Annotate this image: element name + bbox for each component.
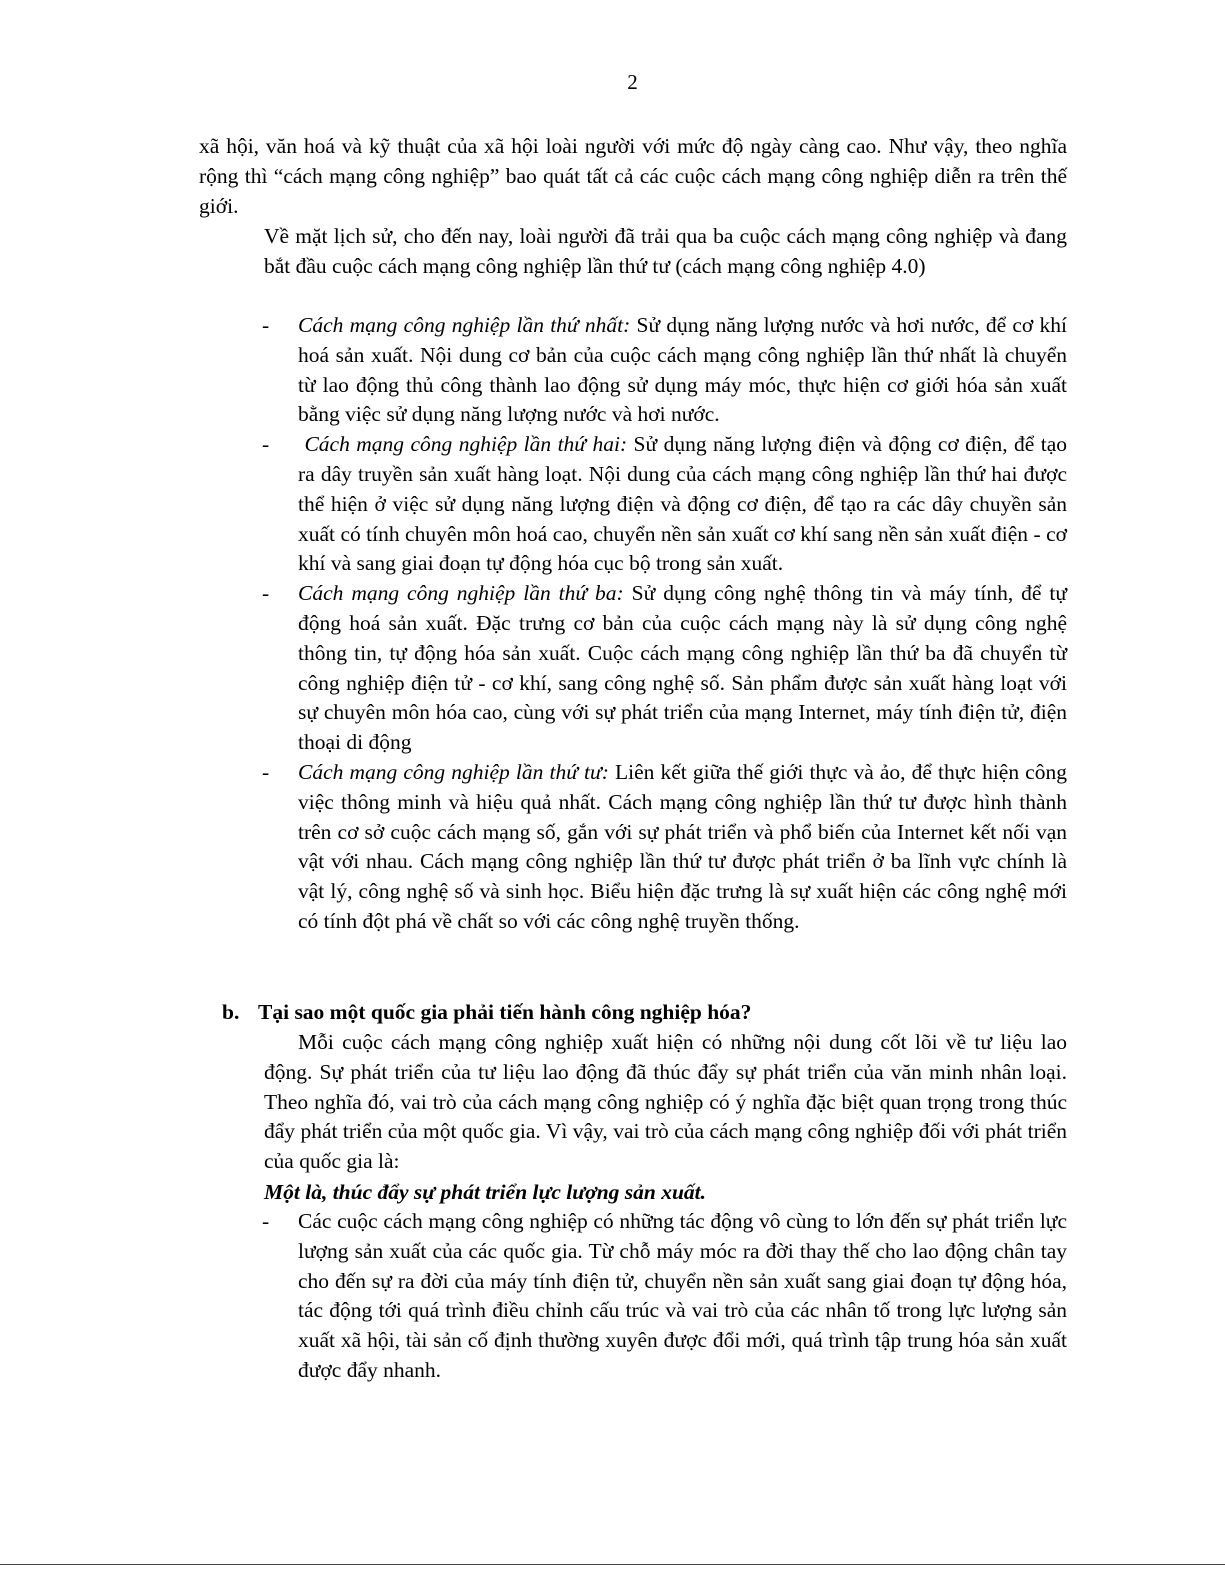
revolution-description: Sử dụng năng lượng nước và hơi nước, để cơ khí hoá sản xuất. Nội dung cơ bản của cuộc cách mạng công nghiệp lần thứ nhất là chuyển từ lao động thủ công thành lao động sử dụng máy móc, thực hiện cơ giới hóa sản xuất bằng việc sử dụng năng lượng nước và hơi nước. — [298, 313, 1067, 427]
page-number: 2 — [627, 70, 638, 94]
list-item-text — [298, 579, 1067, 758]
revolution-title: Cách mạng công nghiệp lần thứ hai: — [298, 432, 628, 457]
revolution-description: Sử dụng năng lượng điện và động cơ điện, để tạo ra dây truyền sản xuất hàng loạt. Nội dung của cách mạng công nghiệp lần thứ hai được thể hiện ở việc sử dụng năng lượng điện và động cơ điện, để tạo ra các dây chuyền sản xuất có tính chuyên môn hoá cao, chuyển nền sản xuất cơ khí sang nền sản xuất điện - cơ khí và sang giai đoạn tự động hóa cục bộ trong sản xuất. — [298, 432, 1068, 576]
bullet-dash: - — [262, 581, 270, 606]
list-item-revolution-4 — [262, 758, 1067, 937]
section-heading-text: Tại sao một quốc gia phải tiến hành công nghiệp hóa? — [258, 1000, 752, 1024]
revolutions-list — [262, 311, 1067, 937]
revolution-title: Cách mạng công nghiệp lần thứ tư: — [298, 759, 609, 784]
revolution-description: Liên kết giữa thế giới thực và ảo, để thực hiện công việc thông minh và hiệu quả nhất. Cách mạng công nghiệp lần thứ tư được hình thành trên cơ sở cuộc cách mạng số, gắn với sự phát triển và phổ biến của Internet kết nối vạn vật với nhau. Cách mạng công nghiệp lần thứ tư được phát triển ở ba lĩnh vực chính là vật lý, công nghệ số và sinh học. Biểu hiện đặc trưng là sự xuất hiện các công nghệ mới có tính đột phá về chất so với các công nghệ truyền thống. — [298, 759, 1067, 933]
bullet-dash: - — [262, 1209, 270, 1233]
section-b-heading — [222, 998, 1067, 1028]
list-item-revolution-1 — [262, 311, 1067, 430]
intro-continuation-paragraph: xã hội, văn hoá và kỹ thuật của xã hội loài người với mức độ ngày càng cao. Như vậy, theo nghĩa rộng thì “cách mạng công nghiệp” bao quát tất cả các cuộc cách mạng công nghiệp diễn ra trên thế giới. — [199, 134, 1067, 218]
list-item-text: Các cuộc cách mạng công nghiệp có những tác động vô cùng to lớn đến sự phát triển lực lượng sản xuất của các quốc gia. Từ chỗ máy móc ra đời thay thế cho lao động chân tay cho đến sự ra đời của máy tính điện tử, chuyển nền sản xuất sang giai đoạn tự động hóa, tác động tới quá trình điều chỉnh cấu trúc và vai trò của các nhân tố trong lực lượng sản xuất xã hội, tài sản cố định thường xuyên được đổi mới, quá trình tập trung hóa sản xuất được đẩy nhanh. — [298, 1209, 1067, 1382]
section-b-subheading: Một là, thúc đẩy sự phát triển lực lượng sản xuất. — [264, 1180, 707, 1204]
section-marker: b. — [222, 1000, 240, 1024]
bullet-dash: - — [262, 759, 270, 784]
list-item-revolution-3 — [262, 579, 1067, 758]
list-item-text — [298, 430, 1067, 579]
section-b-paragraph: Mỗi cuộc cách mạng công nghiệp xuất hiện có những nội dung cốt lõi về tư liệu lao động. Sự phát triển của tư liệu lao động đã thúc đẩy sự phát triển của văn minh nhân loại. Theo nghĩa đó, vai trò của cách mạng công nghiệp có ý nghĩa đặc biệt quan trọng trong thúc đẩy phát triển của một quốc gia. Vì vậy, vai trò của cách mạng công nghiệp đối với phát triển của quốc gia là: — [264, 1030, 1067, 1174]
list-item-revolution-2 — [262, 430, 1067, 579]
revolution-title: Cách mạng công nghiệp lần thứ nhất: — [298, 313, 631, 337]
productive-forces-list — [262, 1207, 1067, 1386]
history-paragraph: Về mặt lịch sử, cho đến nay, loài người đã trải qua ba cuộc cách mạng công nghiệp và đang bắt đầu cuộc cách mạng công nghiệp lần thứ tư (cách mạng công nghiệp 4.0) — [264, 224, 1067, 278]
list-item-text — [298, 758, 1067, 937]
bullet-dash: - — [262, 313, 270, 337]
footer-rule — [0, 1564, 1225, 1565]
list-item — [262, 1207, 1067, 1386]
bullet-dash: - — [262, 432, 270, 457]
list-item-text — [298, 311, 1067, 430]
revolution-title: Cách mạng công nghiệp lần thứ ba: — [298, 581, 624, 606]
revolution-description: Sử dụng công nghệ thông tin và máy tính, để tự động hoá sản xuất. Đặc trưng cơ bản của cuộc cách mạng này là sử dụng công nghệ thông tin, tự động hóa sản xuất. Cuộc cách mạng công nghiệp lần thứ ba đã chuyển từ công nghiệp điện tử - cơ khí, sang công nghệ số. Sản phẩm được sản xuất hàng loạt với sự chuyên môn hóa cao, cùng với sự phát triển của mạng Internet, máy tính điện tử, điện thoại di động — [298, 581, 1067, 755]
